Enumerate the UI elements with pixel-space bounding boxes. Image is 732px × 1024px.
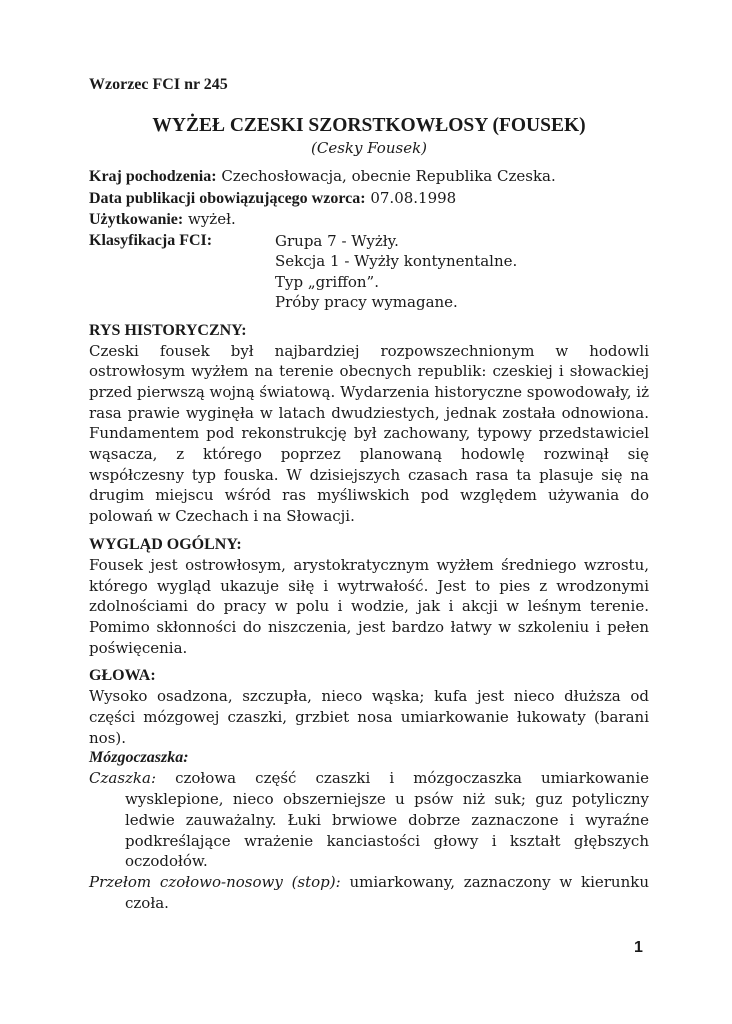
- info-block: [89, 166, 649, 313]
- page-number: 1: [634, 939, 643, 956]
- date-value: 07.08.1998: [365, 188, 457, 207]
- classification-label: Klasyfikacja FCI:: [89, 231, 213, 249]
- classification-block: [89, 231, 649, 313]
- use-line: [89, 209, 649, 231]
- breed-subtitle: (Cesky Fousek): [310, 139, 428, 157]
- skull-subheading: Mózgoczaszka:: [89, 749, 189, 767]
- classification-line: Typ „griffon”.: [275, 272, 379, 291]
- head-heading: GŁOWA:: [89, 667, 156, 685]
- country-label: Kraj pochodzenia:: [89, 168, 217, 185]
- skull-text: czołowa część czaszki i mózgoczaszka umiarkowanie wysklepione, nieco obszerniejsze u psów niż suk; guz potyliczny ledwie zauważalny. Łuki brwiowe dobrze zaznaczone i wyraźne podkreślające wrażenie kanciastości głowy i kształt głębszych oczodołów.: [125, 769, 649, 871]
- skull-term: Czaszka:: [89, 769, 157, 788]
- classification-line: Sekcja 1 - Wyżły kontynentalne.: [275, 252, 518, 270]
- use-label: Użytkowanie:: [89, 211, 184, 228]
- classification-line: Grupa 7 - Wyżły.: [275, 231, 399, 250]
- country-line: [89, 166, 649, 188]
- skull-entry: [89, 768, 649, 872]
- history-text: Czeski fousek był najbardziej rozpowszechnionym w hodowli ostrowłosym wyżłem na terenie obecnych republik: czeskiej i słowackiej przed pierwszą wojną światową. Wydarzenia historyczne spowodowały, iż rasa prawie wyginęła w latach dwudziestych, jednak została odnowiona. Fundamentem pod rekonstrukcję był zachowany, typowy przedstawiciel wąsacza, z którego poprzez planowaną hodowlę rozwinął się współczesny typ fouska. W dzisiejszych czasach rasa ta plasuje się na drugim miejscu wśród ras myśliwskich pod względem używania do polowań w Czechach i na Słowacji.: [89, 341, 649, 526]
- stop-text: umiarkowany, zaznaczony w kierunku czoła.: [125, 872, 649, 912]
- breed-title: WYŻEŁ CZESKI SZORSTKOWŁOSY (FOUSEK): [152, 115, 586, 136]
- classification-line: Próby pracy wymagane.: [275, 293, 458, 311]
- country-value: Czechosłowacja, obecnie Republika Czeska.: [216, 167, 556, 185]
- general-text: Fousek jest ostrowłosym, arystokratycznym wyżłem średniego wzrostu, którego wygląd ukazuje siłę i wytrwałość. Jest to pies z wrodzonymi zdolnościami do pracy w polu i wodzie, jak i akcji w leśnym terenie. Pomimo skłonności do niszczenia, jest bardzo łatwy w szkoleniu i pełen poświęcenia.: [89, 555, 649, 657]
- date-label: Data publikacji obowiązującego wzorca:: [89, 189, 366, 207]
- document-page: [89, 76, 649, 913]
- stop-term: Przełom czołowo-nosowy (stop):: [89, 872, 341, 891]
- use-value: wyżeł.: [183, 210, 236, 228]
- stop-entry: [89, 872, 649, 913]
- general-heading: WYGLĄD OGÓLNY:: [89, 535, 242, 553]
- head-text: Wysoko osadzona, szczupła, nieco wąska; kufa jest nieco dłuższa od części mózgowej czaszki, grzbiet nosa umiarkowanie łukowaty (barani nos).: [89, 687, 649, 747]
- standard-number: Wzorzec FCI nr 245: [89, 76, 228, 93]
- date-line: [89, 188, 649, 210]
- classification-values: [275, 231, 649, 313]
- history-heading: RYS HISTORYCZNY:: [89, 321, 247, 339]
